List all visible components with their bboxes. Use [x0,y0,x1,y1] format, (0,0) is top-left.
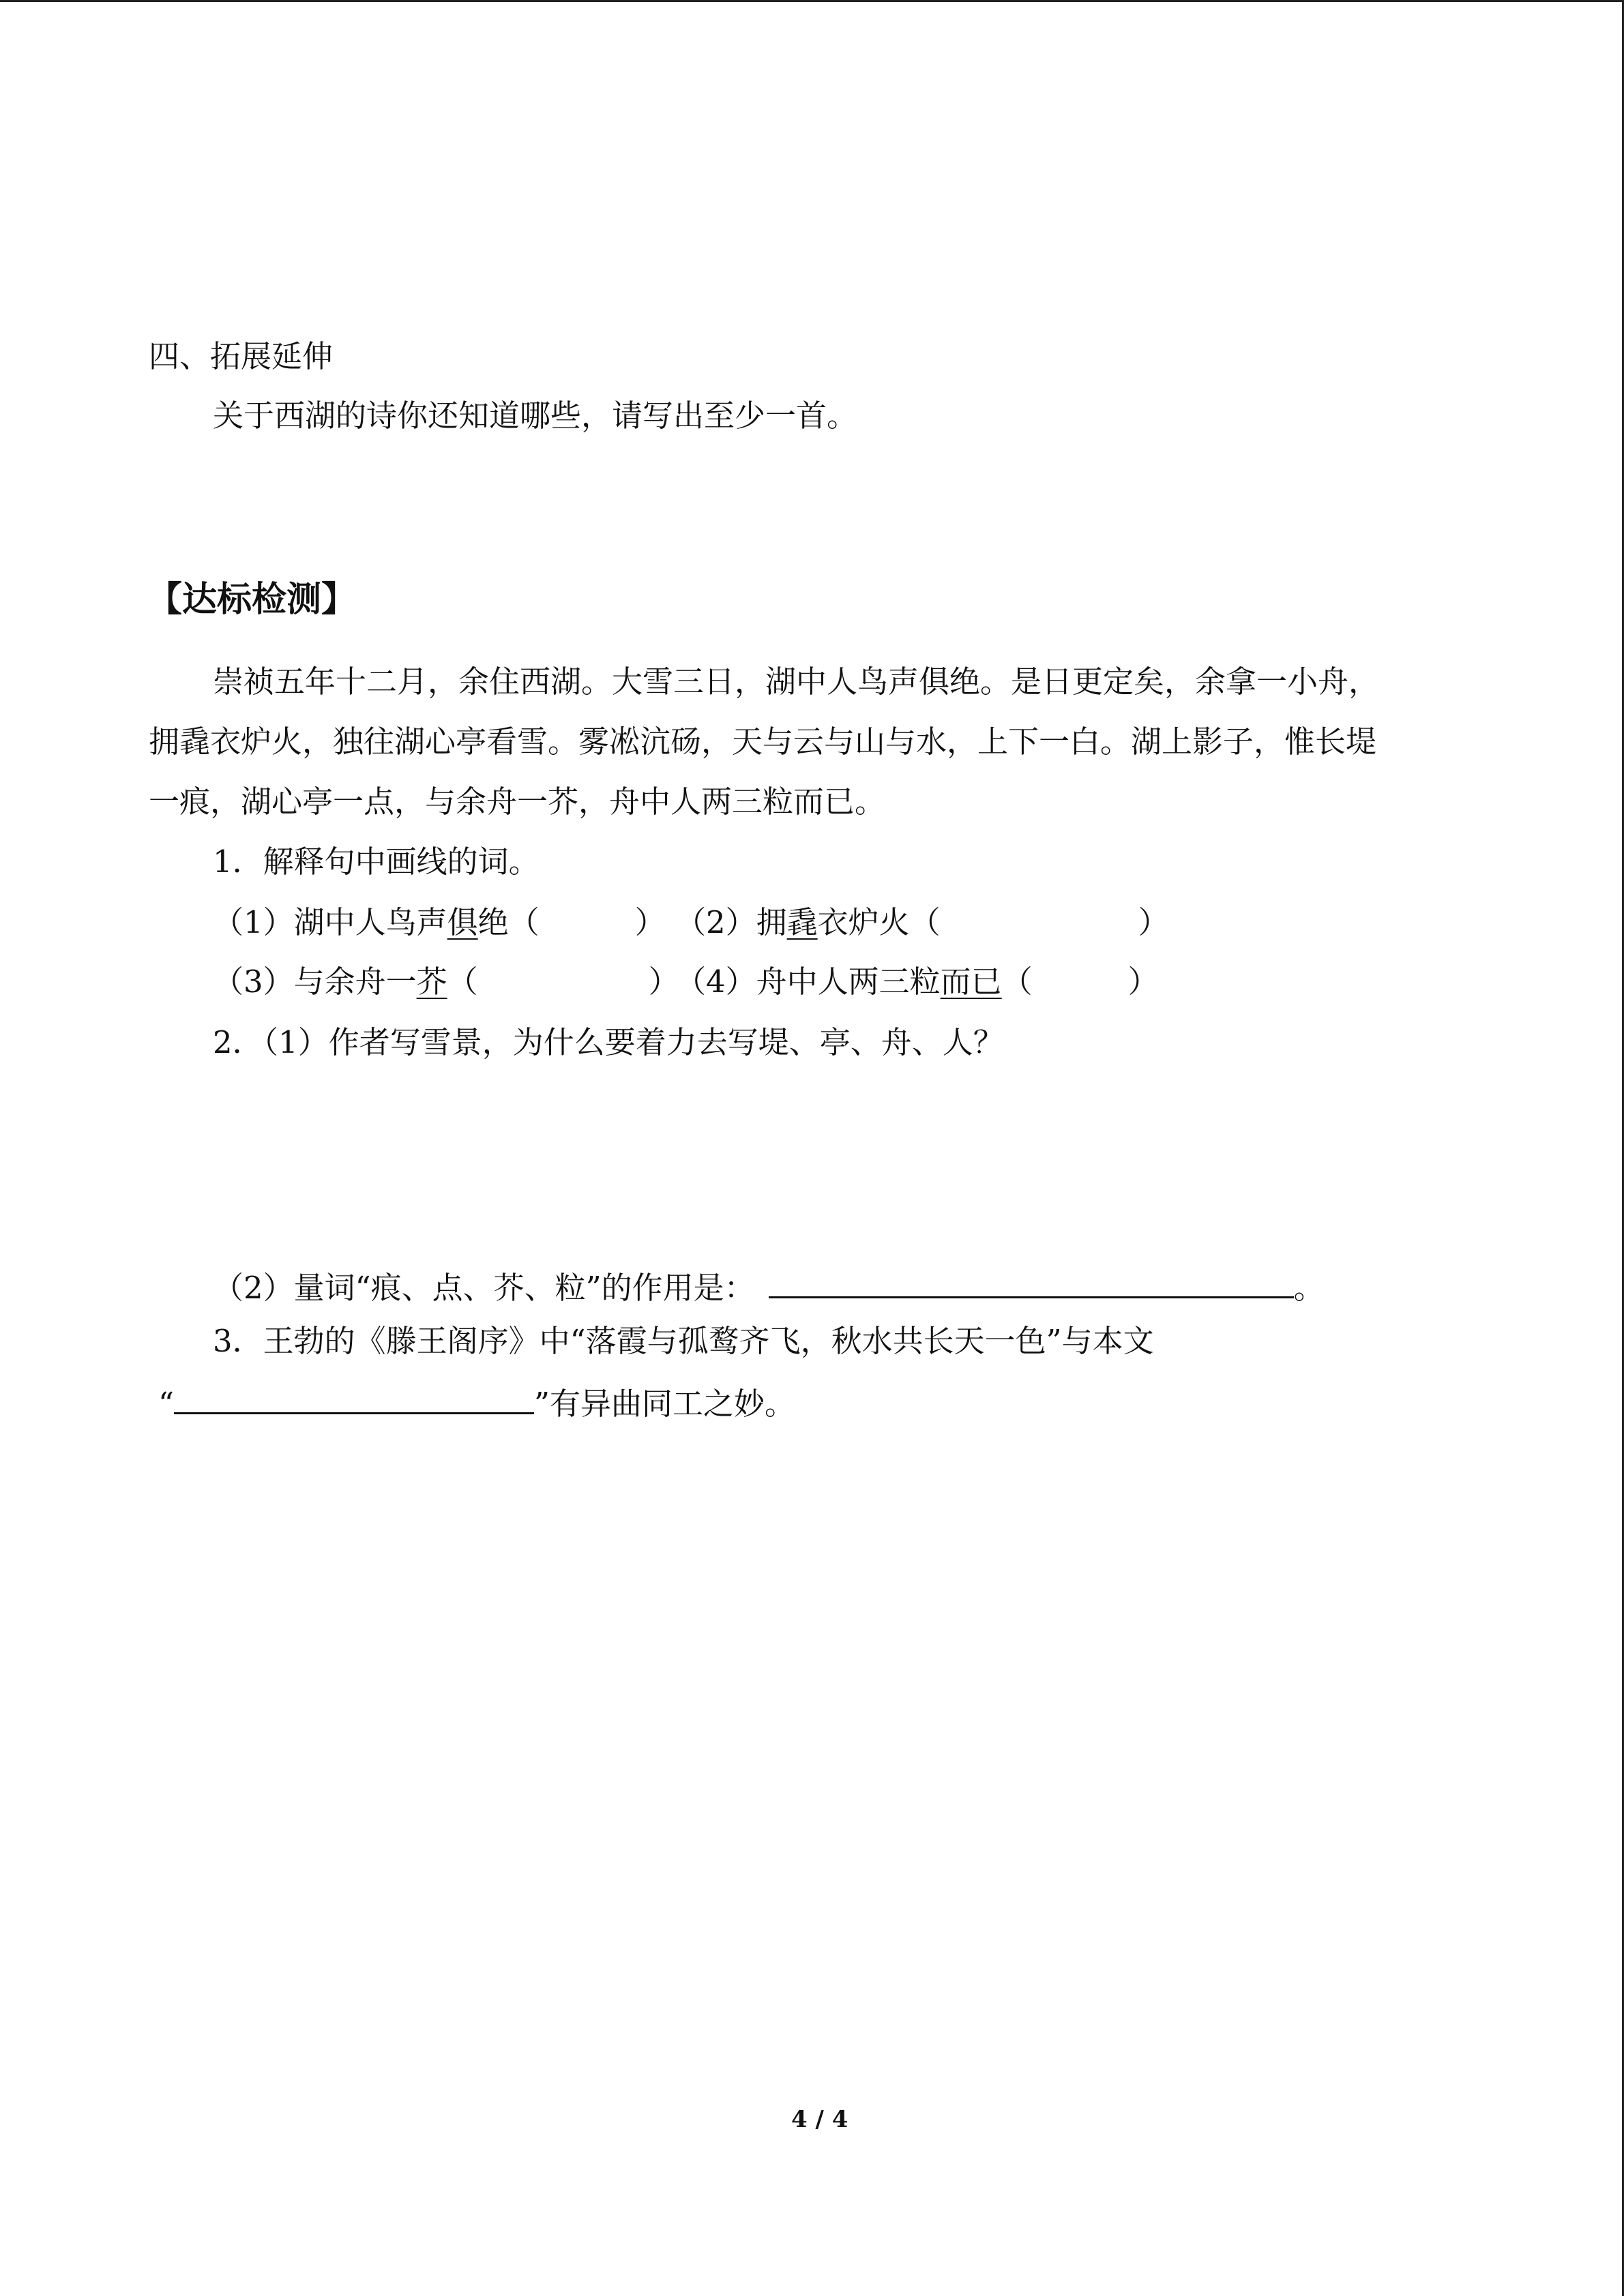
page-number: 4 / 4 [791,2106,848,2133]
question-2-sub-2-prefix: （2）量词“痕、点、芥、粒”的作用是： [213,1270,755,1306]
item-3-close: ） [648,964,679,1000]
item-2-prefix: （2）拥 [675,904,787,940]
item-2-close: ） [1138,904,1169,940]
question-3-open-quote: “ [158,1386,175,1422]
question-3-answer-blank[interactable] [174,1381,534,1414]
item-2-underlined-word: 毳 [786,904,818,940]
item-1-prefix: （1）湖中人鸟声 [213,904,447,940]
question-1-stem: 1．解释句中画线的词。 [213,844,540,880]
item-4-underlined-word: 而已 [940,964,1002,1000]
item-2-suffix: 衣炉火（ [817,904,941,940]
assessment-title: 【达标检测】 [147,580,357,620]
item-3-suffix: （ [447,964,478,1000]
question-1-item-4 [675,961,1159,1002]
item-3-underlined-word: 芥 [416,964,447,1000]
question-2-stem: 2．（1）作者写雪景，为什么要着力去写堤、亭、舟、人？ [213,1024,1004,1060]
section-prompt: 关于西湖的诗你还知道哪些，请写出至少一首。 [213,398,858,434]
question-2-sub-2-suffix: 。 [1293,1270,1325,1306]
question-3-suffix: ”有异曲同工之妙。 [534,1386,796,1422]
passage-line-3: 一痕，湖心亭一点，与余舟一芥，舟中人两三粒而已。 [149,784,886,820]
page-border-top [0,0,1624,2]
question-1-item-2 [675,902,1169,943]
passage-line-2: 拥毳衣炉火，独往湖心亭看雪。雾凇沆砀，天与云与山与水，上下一白。湖上影子，惟长堤 [149,724,1377,760]
item-4-close: ） [1127,964,1159,1000]
section-heading: 四、拓展延伸 [149,338,334,374]
item-1-underlined-word: 俱 [447,904,478,940]
item-3-prefix: （3）与余舟一 [213,964,417,1000]
passage-line-1: 崇祯五年十二月，余住西湖。大雪三日，湖中人鸟声俱绝。是日更定矣，余拿一小舟， [213,664,1380,700]
item-4-prefix: （4）舟中人两三粒 [675,964,941,1000]
item-4-suffix: （ [1001,964,1033,1000]
question-2-answer-blank[interactable] [769,1265,1294,1298]
question-3-line-1: 3．王勃的《滕王阁序》中“落霞与孤鹜齐飞，秋水共长天一色”与本文 [213,1323,1154,1359]
question-2-sub-2 [213,1265,1325,1309]
item-1-close: ） [634,904,666,940]
question-3-line-2 [158,1381,795,1425]
question-1-item-3 [213,961,679,1002]
question-1-item-1 [213,902,666,943]
item-1-suffix: 绝（ [477,904,540,940]
